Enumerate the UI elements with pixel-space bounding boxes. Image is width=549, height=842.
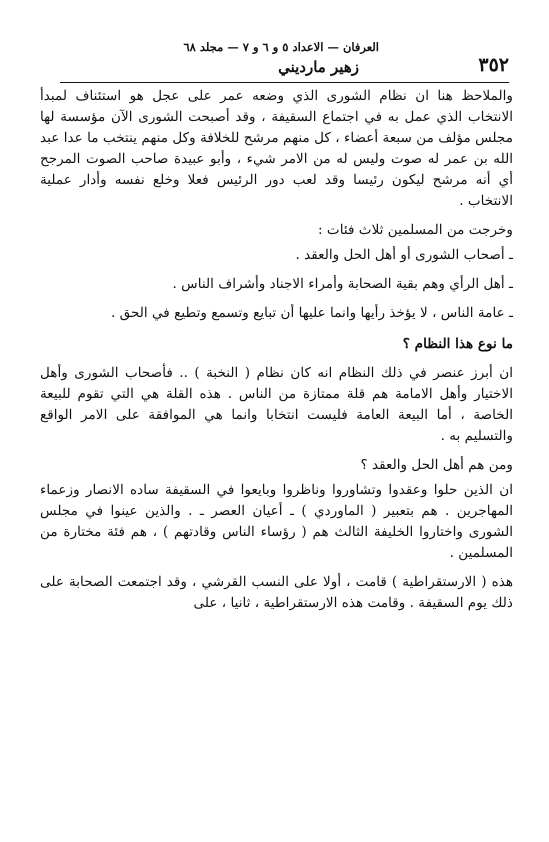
list-item: ـ أهل الرأي وهم بقية الصحابة وأمراء الاجناد وأشراف الناس .	[172, 276, 513, 292]
paragraph: ان الذين حلوا وعقدوا وتشاوروا وناظروا وبايعوا في السقيفة ساده الانصار وزعماء المهاجرين . هم بتعبير ( الماوردي ) ـ أعيان العصر ـ . والذين عينوا في مجلس الشورى واختاروا الخليفة الثالث هم ( رؤساء الناس وقادتهم ) ، هم فئة مختارة من المسلمين .	[40, 482, 513, 561]
author-name: زهير مارديني	[278, 58, 359, 76]
paragraph: وخرجت من المسلمين ثلاث فئات :	[318, 222, 513, 238]
page-header	[60, 38, 509, 83]
page-number: ٣٥٢	[478, 54, 509, 76]
list-item: ـ عامة الناس ، لا يؤخذ رأيها وانما عليها أن تبايع وتسمع وتطيع في الحق .	[110, 305, 513, 321]
list-item: ـ أصحاب الشورى أو أهل الحل والعقد .	[295, 247, 513, 263]
paragraph: ان أبرز عنصر في ذلك النظام انه كان نظام ( النخبة ) .. فأصحاب الشورى وأهل الاختيار وأهل الامامة هم قلة ممتازة من الناس . هذه القلة هي التي تقوم للبيعة الخاصة ، أما البيعة العامة فليست انتخابا وانما هي الموافقة على الامر الواقع والتسليم به .	[40, 365, 513, 444]
paragraph: هذه ( الارستقراطية ) قامت ، أولا على النسب القرشي ، وقد اجتمعت الصحابة على ذلك يوم السقيفة . وقامت هذه الارستقراطية ، ثانيا ، على	[40, 574, 513, 611]
article-body	[40, 86, 513, 622]
section-heading: ما نوع هذا النظام ؟	[402, 336, 513, 352]
paragraph: ومن هم أهل الحل والعقد ؟	[360, 457, 513, 473]
paragraph: والملاحظ هنا ان نظام الشورى الذي وضعه عمر على عجل هو استئناف لمبدأ الانتخاب الذي عمل به في اجتماع السقيفة ، وقد أصبحت الشورى الآن مؤسسة لها مجلس مؤلف من سبعة أعضاء ، كل منهم مرشح للخلافة وكل منهم ينتخب ما عدا عبد الله بن عمر له صوت وليس له من الامر شيء ، وأبو عبيدة صاحب الصوت المرجح أي أنه مرشح ليكون رئيسا وقد لعب دور الرئيس فعلا وخلع نفسه وأدار عملية الانتخاب .	[40, 88, 513, 209]
journal-running-head: العرفان — الاعداد ٥ و ٦ و ٧ — مجلد ٦٨	[183, 40, 379, 54]
